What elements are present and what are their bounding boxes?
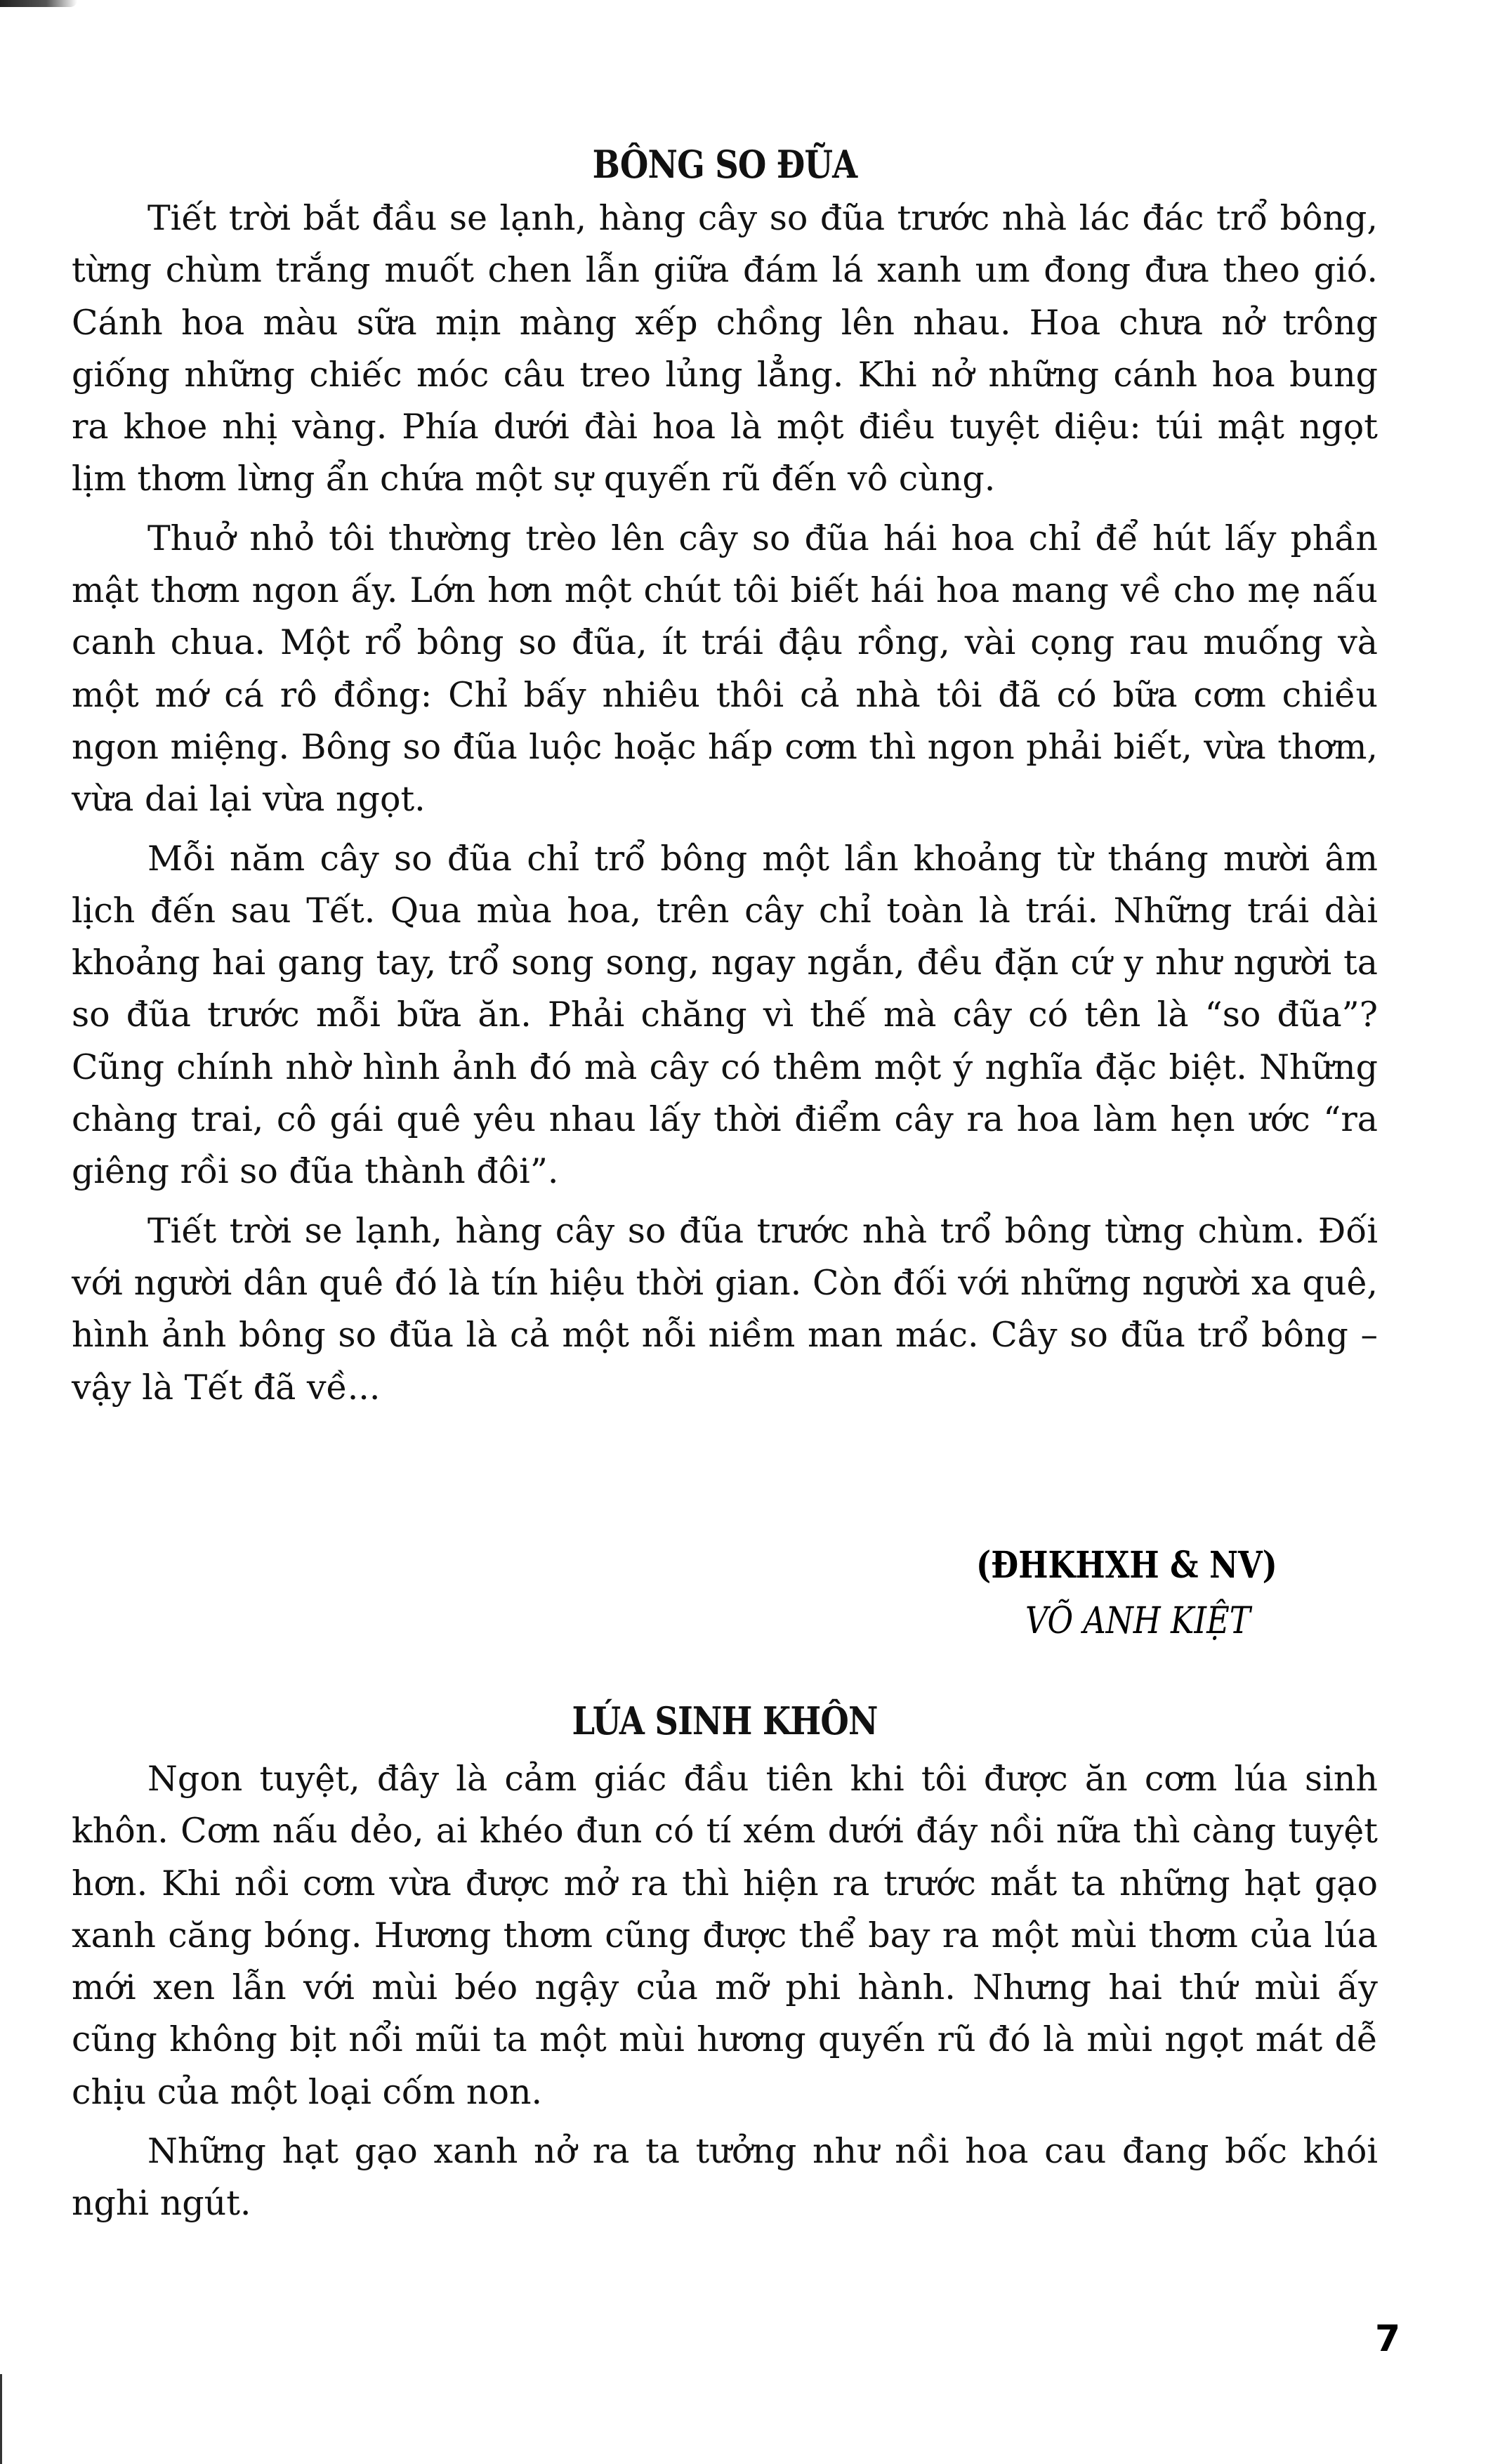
article-title: BÔNG SO ĐŨA — [592, 142, 857, 187]
signature-author: VÕ ANH KIỆT — [1025, 1600, 1251, 1642]
paragraph: Thuở nhỏ tôi thường trèo lên cây so đũa hái hoa chỉ để hút lấy phần mật thơm ngon ấy. Lớn hơn một chút tôi biết hái hoa mang về cho mẹ nấu canh chua. Một rổ bông so đũa, ít trái đậu rồng, vài cọng rau muống và một mớ cá rô đồng: Chỉ bấy nhiêu thôi cả nhà tôi đã có bữa cơm chiều ngon miệng. Bông so đũa luộc hoặc hấp cơm thì ngon phải biết, vừa thơm, vừa dai lại vừa ngọt. — [72, 518, 1378, 820]
page-number: 7 — [1375, 2318, 1401, 2360]
signature-organization: (ĐHKHXH & NV) — [976, 1544, 1277, 1587]
paragraph: Ngon tuyệt, đây là cảm giác đầu tiên khi tôi được ăn cơm lúa sinh khôn. Cơm nấu dẻo, ai khéo đun có tí xém dưới đáy nồi nữa thì càng tuyệt hơn. Khi nồi cơm vừa được mở ra thì hiện ra trước mắt ta những hạt gạo xanh căng bóng. Hương thơm cũng được thể bay ra một mùi thơm của lúa mới xen lẫn với mùi béo ngậy của mỡ phi hành. Nhưng hai thứ mùi ấy cũng không bịt nổi mũi ta một mùi hương quyến rũ đó là mùi ngọt mát dễ chịu của một loại cốm non. — [72, 1759, 1378, 2112]
paragraph: Tiết trời bắt đầu se lạnh, hàng cây so đũa trước nhà lác đác trổ bông, từng chùm trắng muốt chen lẫn giữa đám lá xanh um đong đưa theo gió. Cánh hoa màu sữa mịn màng xếp chồng lên nhau. Hoa chưa nở trông giống những chiếc móc câu treo lủng lẳng. Khi nở những cánh hoa bung ra khoe nhị vàng. Phía dưới đài hoa là một điều tuyệt diệu: túi mật ngọt lịm thơm lừng ẩn chứa một sự quyến rũ đến vô cùng. — [72, 198, 1378, 499]
scan-corner-mark — [0, 0, 77, 7]
paragraph: Những hạt gạo xanh nở ra ta tưởng như nồi hoa cau đang bốc khói nghi ngút. — [72, 2131, 1378, 2224]
article-lua-sinh-khon — [72, 1694, 1378, 2237]
paragraph: Tiết trời se lạnh, hàng cây so đũa trước nhà trổ bông từng chùm. Đối với người dân quê đó là tín hiệu thời gian. Còn đối với những người xa quê, hình ảnh bông so đũa là cả một nỗi niềm man mác. Cây so đũa trổ bông – vậy là Tết đã về... — [72, 1210, 1378, 1408]
article-title: LÚA SINH KHÔN — [572, 1698, 878, 1743]
paragraph: Mỗi năm cây so đũa chỉ trổ bông một lần khoảng từ tháng mười âm lịch đến sau Tết. Qua mùa hoa, trên cây chỉ toàn là trái. Những trái dài khoảng hai gang tay, trổ song song, ngay ngắn, đều đặn cứ y như người ta so đũa trước mỗi bữa ăn. Phải chăng vì thế mà cây có tên là “so đũa”? Cũng chính nhờ hình ảnh đó mà cây có thêm một ý nghĩa đặc biệt. Những chàng trai, cô gái quê yêu nhau lấy thời điểm cây ra hoa làm hẹn ước “ra giêng rồi so đũa thành đôi”. — [72, 838, 1378, 1192]
article-bong-so-dua — [72, 138, 1378, 1421]
scan-left-edge — [0, 2374, 2, 2464]
